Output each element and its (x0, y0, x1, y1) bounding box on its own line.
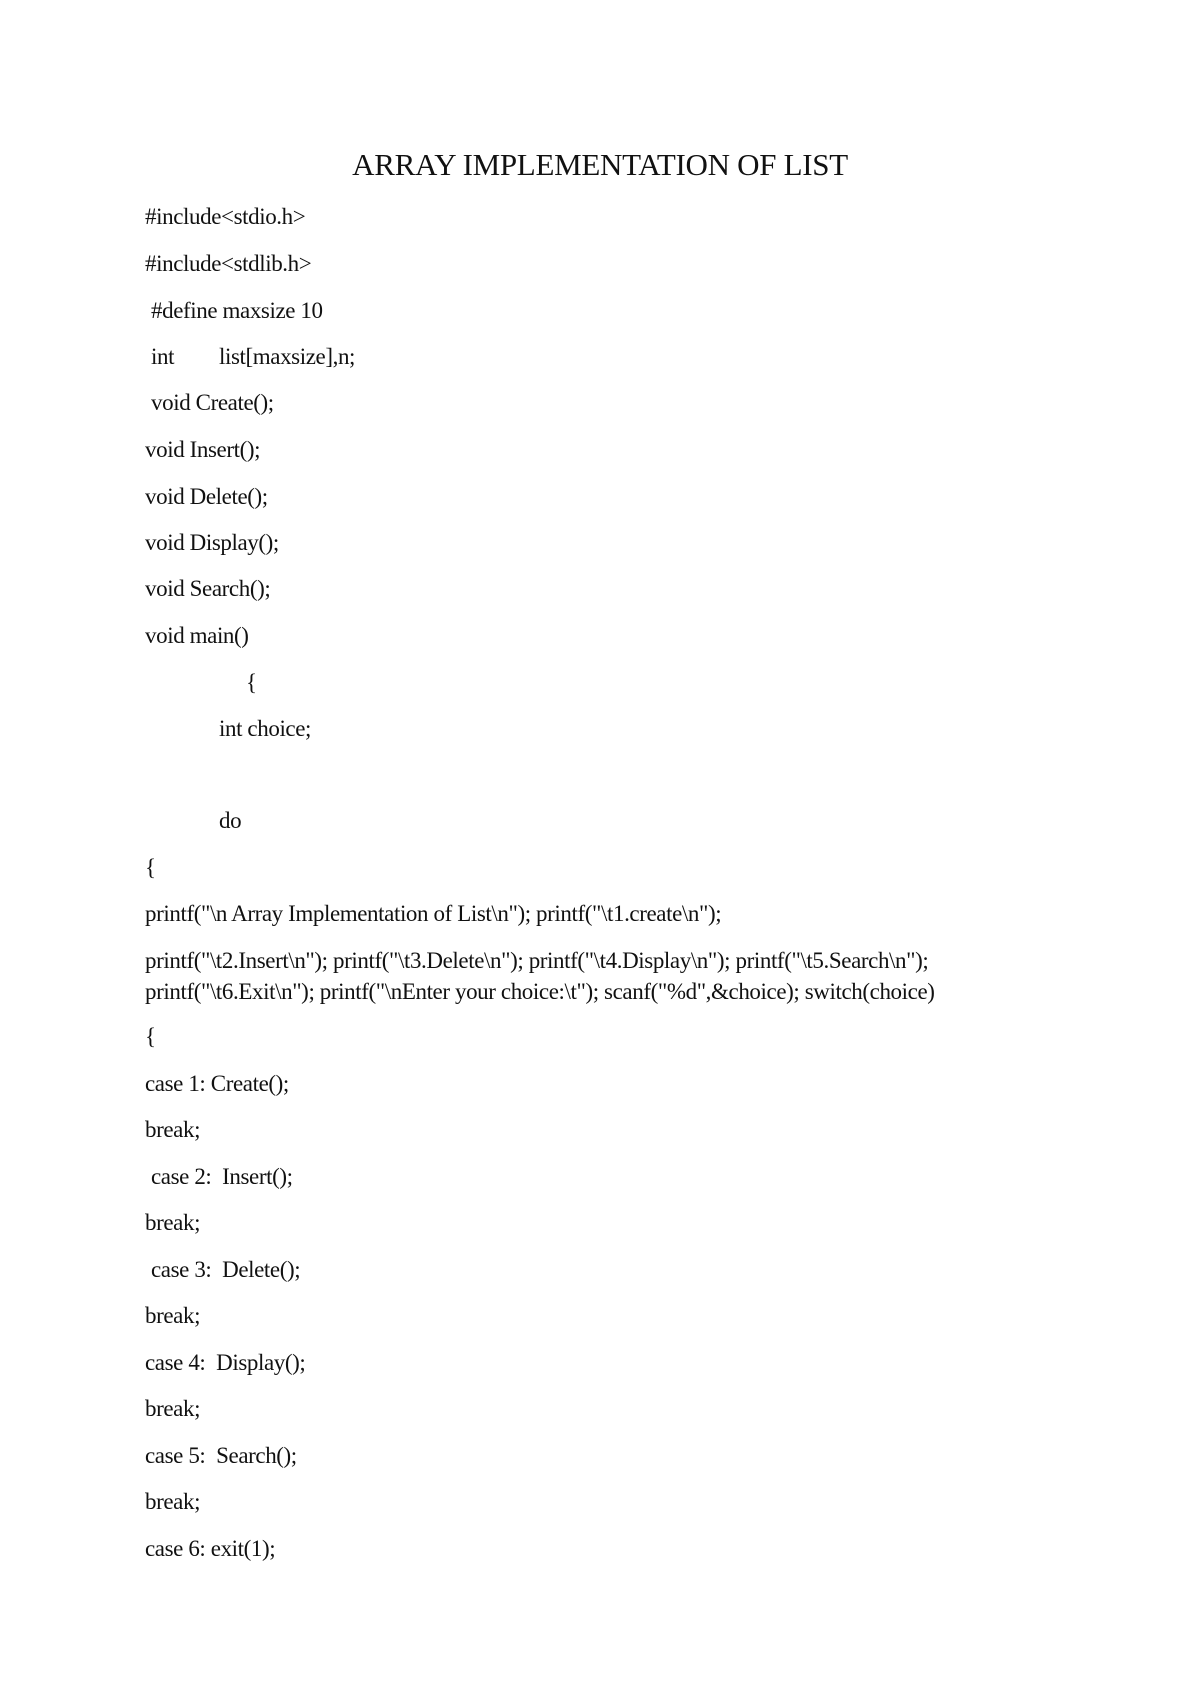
code-line-void-search: void Search(); (145, 576, 271, 601)
code-line-void-insert: void Insert(); (145, 437, 261, 462)
code-line-printf-menu-options: printf("\t2.Insert\n"); printf("\t3.Delete\n"); printf("\t4.Display\n"); printf("\t5.Search\n"); (145, 948, 929, 973)
code-line-main-open-brace: { (246, 670, 257, 695)
code-line-int-choice: int choice; (219, 716, 312, 741)
code-line-list-declaration: list[maxsize],n; (219, 344, 356, 369)
code-line-do-open-brace: { (145, 855, 156, 880)
code-line-void-display: void Display(); (145, 530, 279, 555)
code-line-break-5: break; (145, 1489, 201, 1514)
code-line-case-4: case 4: Display(); (145, 1350, 306, 1375)
code-line-break-2: break; (145, 1210, 201, 1235)
code-line-define-maxsize: #define maxsize 10 (151, 298, 323, 323)
code-line-include-stdlib: #include<stdlib.h> (145, 251, 312, 276)
code-line-break-4: break; (145, 1396, 201, 1421)
code-line-printf-exit-scanf: printf("\t6.Exit\n"); printf("\nEnter your choice:\t"); scanf("%d",&choice); switch(choice) (145, 979, 935, 1004)
code-line-case-3: case 3: Delete(); (151, 1257, 301, 1282)
code-line-switch-open-brace: { (145, 1024, 156, 1049)
code-line-include-stdio: #include<stdio.h> (145, 204, 306, 229)
code-line-break-3: break; (145, 1303, 201, 1328)
code-line-case-1: case 1: Create(); (145, 1071, 289, 1096)
code-line-void-main: void main() (145, 623, 249, 648)
code-line-case-2: case 2: Insert(); (151, 1164, 293, 1189)
code-line-void-create: void Create(); (151, 390, 274, 415)
code-line-printf-menu-title: printf("\n Array Implementation of List\n"); printf("\t1.create\n"); (145, 901, 722, 926)
document-title: ARRAY IMPLEMENTATION OF LIST (352, 147, 848, 182)
code-line-break-1: break; (145, 1117, 201, 1142)
code-line-case-6: case 6: exit(1); (145, 1536, 276, 1561)
code-line-case-5: case 5: Search(); (145, 1443, 297, 1468)
code-line-void-delete: void Delete(); (145, 484, 268, 509)
code-line-do: do (219, 808, 242, 833)
code-line-int-keyword: int (151, 344, 175, 369)
